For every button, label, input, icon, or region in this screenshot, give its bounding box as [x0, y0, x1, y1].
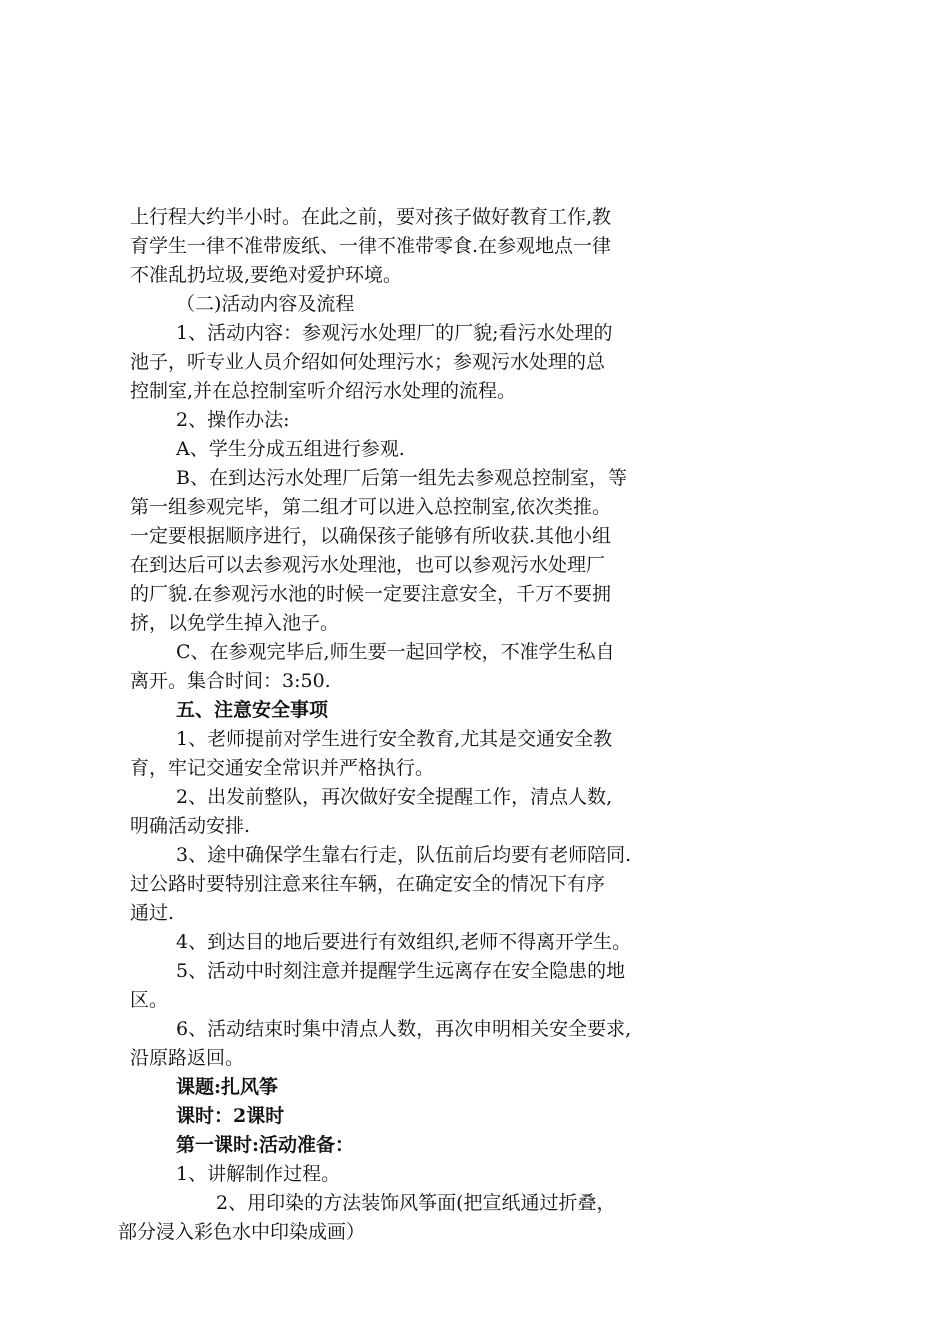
paragraph-line: 1、活动内容：参观污水处理厂的厂貌;看污水处理的 [176, 322, 613, 344]
paragraph-line: 明确活动安排. [130, 815, 251, 837]
paragraph-line: 区。 [130, 989, 169, 1011]
paragraph-line: 过公路时要特别注意来往车辆，在确定安全的情况下有序 [130, 873, 606, 895]
paragraph-line: 部分浸入彩色水中印染成画） [118, 1221, 366, 1243]
document-body [118, 203, 700, 1247]
section-heading: 五、注意安全事项 [176, 699, 329, 721]
paragraph-line: 不准乱扔垃圾,要绝对爱护环境。 [130, 264, 403, 286]
paragraph-line: 一定要根据顺序进行，以确保孩子能够有所收获.其他小组 [130, 525, 612, 547]
paragraph-line: 4、到达目的地后要进行有效组织,老师不得离开学生。 [176, 931, 632, 953]
paragraph-line: 2、出发前整队，再次做好安全提醒工作，清点人数, [176, 786, 613, 808]
paragraph-line: 离开。集合时间：3:50. [130, 670, 331, 692]
paragraph-line: 育，牢记交通安全常识并严格执行。 [130, 757, 435, 779]
paragraph-line: 第一组参观完毕，第二组才可以进入总控制室,依次类推。 [130, 496, 612, 518]
lesson-hours: 课时：2课时 [176, 1105, 285, 1127]
paragraph-line: 沿原路返回。 [130, 1047, 245, 1069]
paragraph-line: 池子，听专业人员介绍如何处理污水；参观污水处理的总 [130, 351, 606, 373]
paragraph-line: 1、讲解制作过程。 [176, 1163, 341, 1185]
paragraph-line: 1、老师提前对学生进行安全教育,尤其是交通安全教 [176, 728, 613, 750]
lesson-title: 课题:扎风筝 [176, 1076, 279, 1098]
paragraph-line: B、在到达污水处理厂后第一组先去参观总控制室，等 [176, 467, 627, 489]
paragraph-line: 在到达后可以去参观污水处理池，也可以参观污水处理厂 [130, 554, 606, 576]
section-heading: （二)活动内容及流程 [176, 293, 355, 315]
paragraph-line: 上行程大约半小时。在此之前，要对孩子做好教育工作,教 [130, 206, 612, 228]
paragraph-line: 通过. [130, 902, 175, 924]
paragraph-line: 5、活动中时刻注意并提醒学生远离存在安全隐患的地 [176, 960, 626, 982]
paragraph-line: C、在参观完毕后,师生要一起回学校，不准学生私自 [176, 641, 615, 663]
paragraph-line: A、学生分成五组进行参观. [176, 438, 405, 460]
paragraph-line: 的厂貌.在参观污水池的时候一定要注意安全，千万不要拥 [130, 583, 612, 605]
paragraph-line: 育学生一律不准带废纸、一律不准带零食.在参观地点一律 [130, 235, 612, 257]
paragraph-line: 2、用印染的方法装饰风筝面(把宣纸通过折叠， [216, 1192, 616, 1214]
paragraph-line: 控制室,并在总控制室听介绍污水处理的流程。 [130, 380, 517, 402]
paragraph-line: 6、活动结束时集中清点人数，再次申明相关安全要求, [176, 1018, 632, 1040]
paragraph-line: 3、途中确保学生靠右行走，队伍前后均要有老师陪同. [176, 844, 632, 866]
lesson-section-heading: 第一课时:活动准备： [176, 1134, 355, 1156]
paragraph-line: 2、操作办法: [176, 409, 290, 431]
paragraph-line: 挤，以免学生掉入池子。 [130, 612, 340, 634]
